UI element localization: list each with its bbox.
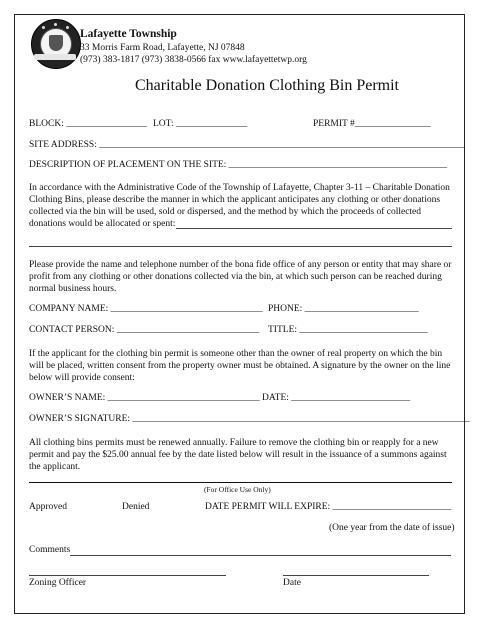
phone-field[interactable]: PHONE: ________________________ [268,304,419,314]
expiration-note: (One year from the date of issue) [329,523,455,533]
contact-person-field[interactable]: CONTACT PERSON: ______________________________ [29,325,260,335]
office-contact-instructions: Please provide the name and telephone number of the bona fide office of any person or entity that may share or profit from any clothing or other donations collected via the bin, at which such person can be reached during normal business hours. [29,260,452,294]
township-seal-icon [31,19,81,69]
office-use-divider [29,482,452,483]
expiration-date-field[interactable]: DATE PERMIT WILL EXPIRE: _________________________ [205,502,452,512]
seal-shield-icon [49,35,63,51]
form-title: Charitable Donation Clothing Bin Permit [135,77,399,94]
company-name-field[interactable]: COMPANY NAME: ________________________________ [29,304,263,314]
placement-description-field[interactable]: DESCRIPTION OF PLACEMENT ON THE SITE: ______________________________________________ [29,160,448,170]
date-label: Date [283,578,301,588]
comments-label: Comments [29,545,71,555]
owner-signature-field[interactable]: OWNER’S SIGNATURE: _______________________________________________________________________ [29,414,470,424]
seal-star-icon [42,26,45,29]
approved-option[interactable]: Approved [29,502,67,512]
permit-number-field[interactable]: PERMIT #________________ [313,119,431,129]
org-name: Lafayette Township [80,28,177,40]
owner-name-field[interactable]: OWNER’S NAME: ________________________________ [29,393,260,403]
renewal-notice: All clothing bins permits must be renewed annually. Failure to remove the clothing bin or reapply for a new permit and pay the $25.00 annual fee by the date listed below will result in the issuance of a summons against the applicant. [29,438,447,472]
block-field[interactable]: BLOCK: _________________ [29,119,147,129]
owner-consent-instructions: If the applicant for the clothing bin permit is someone other than the owner of real property on which the bin will be placed, written consent from the property owner must be obtained. A signature by the owner on the line below will provide consent: [29,349,451,383]
zoning-officer-label: Zoning Officer [29,578,87,588]
seal-star-icon [66,26,69,29]
usage-answer-line-2[interactable] [29,246,452,247]
denied-option[interactable]: Denied [122,502,150,512]
org-contact: (973) 383-1817 (973) 3838-0566 fax www.lafayettetwp.org [80,55,307,65]
owner-date-field[interactable]: DATE: _________________________ [262,393,411,403]
site-address-field[interactable]: SITE ADDRESS: _____________________________________________________________________________ [29,140,465,150]
seal-banner [34,54,76,60]
org-address: 33 Morris Farm Road, Lafayette, NJ 07848 [80,43,245,53]
seal-star-icon [54,23,57,26]
usage-instructions: In accordance with the Administrative Code of the Township of Lafayette, Chapter 3-11 – Charitable Donation Clothing Bins, please describe the manner in which the applicant anticipates any clothing or other donations collected via the bin will be used, sold or dispersed, and the method by which the proceeds of collected donations would be allocated or spent: [29,183,450,229]
zoning-officer-signature-line[interactable] [29,575,226,576]
office-use-heading: (For Office Use Only) [204,485,271,494]
title-field[interactable]: TITLE: ___________________________ [268,325,428,335]
comments-line[interactable] [70,555,451,556]
officer-date-line[interactable] [283,575,429,576]
lot-field[interactable]: LOT: _______________ [153,119,248,129]
usage-answer-line[interactable] [176,228,452,229]
